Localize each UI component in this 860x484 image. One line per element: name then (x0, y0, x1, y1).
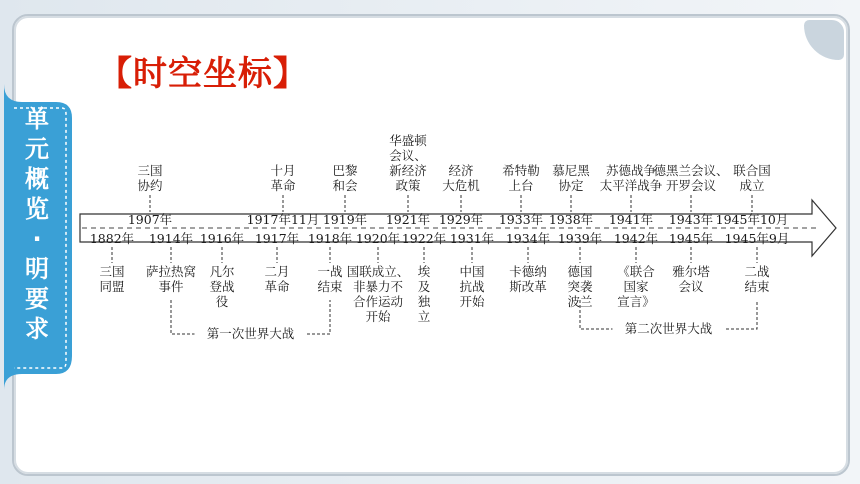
tab-char: 单 (25, 105, 49, 133)
top-event-label: 联合国 (733, 163, 771, 178)
top-event-label: 太平洋战争 (599, 178, 663, 193)
bottom-event-label: 三国 (99, 264, 125, 279)
page-title: 【时空坐标】 (98, 54, 308, 94)
bottom-year-label: 1914年 (148, 231, 194, 246)
top-event-label: 华盛顿 (389, 133, 427, 148)
bottom-event-label: 二战 (744, 264, 770, 279)
bottom-event-label: 革命 (264, 279, 290, 294)
bottom-event-label: 事件 (158, 279, 184, 294)
war-range-label: 第一次世界大战 (206, 326, 295, 341)
bottom-event-label: 雅尔塔 (672, 264, 710, 279)
top-event-label: 会议、 (389, 148, 427, 163)
bottom-event-label: 开始 (365, 309, 391, 324)
bottom-event-label: 立 (417, 309, 431, 324)
bottom-event-label: 宣言》 (617, 294, 655, 309)
war-range-label: 第二次世界大战 (624, 321, 713, 336)
bottom-event-label: 登战 (209, 279, 235, 294)
top-event-label: 新经济 (389, 163, 427, 178)
top-year-label: 1921年 (385, 212, 431, 227)
bottom-event-label: 合作运动 (352, 294, 404, 309)
top-year-label: 1945年10月 (715, 212, 789, 227)
bottom-event-label: 一战 (317, 264, 343, 279)
bottom-event-label: 及 (417, 279, 431, 294)
bottom-year-label: 1942年 (613, 231, 659, 246)
top-year-label: 1941年 (608, 212, 654, 227)
top-year-label: 1943年 (668, 212, 714, 227)
bottom-event-label: 凡尔 (209, 264, 235, 279)
top-event-label: 苏德战争 (605, 163, 657, 178)
bottom-event-label: 突袭 (567, 279, 593, 294)
bottom-year-label: 1939年 (557, 231, 603, 246)
tab-char: 元 (25, 135, 49, 163)
tab-char: 要 (25, 285, 49, 313)
top-event-label: 希特勒 (502, 163, 540, 178)
top-year-label: 1917年11月 (246, 212, 320, 227)
bottom-event-label: 结束 (317, 279, 343, 294)
bottom-event-label: 同盟 (99, 279, 125, 294)
bottom-event-label: 独 (417, 294, 431, 309)
bottom-event-label: 二月 (264, 264, 290, 279)
top-event-label: 经济 (448, 163, 474, 178)
bottom-event-label: 斯改革 (509, 279, 547, 294)
bottom-event-label: 抗战 (459, 279, 485, 294)
tab-char: 概 (25, 165, 49, 193)
top-event-label: 革命 (270, 178, 296, 193)
top-event-label: 协约 (137, 178, 163, 193)
top-year-label: 1933年 (498, 212, 544, 227)
bottom-event-label: 《联合 (617, 264, 655, 279)
top-event-label: 协定 (558, 178, 584, 193)
top-year-label: 1938年 (548, 212, 594, 227)
bottom-event-label: 卡德纳 (509, 264, 547, 279)
tab-char: 览 (25, 195, 49, 223)
tab-char: 求 (25, 315, 49, 343)
bottom-year-label: 1916年 (199, 231, 245, 246)
bottom-year-label: 1931年 (449, 231, 495, 246)
bottom-year-label: 1945年9月 (724, 231, 790, 246)
bottom-event-label: 开始 (459, 294, 485, 309)
bottom-year-label: 1918年 (307, 231, 353, 246)
bottom-event-label: 国联成立、 (346, 264, 410, 279)
top-event-label: 德黑兰会议、 (653, 163, 729, 178)
bottom-event-label: 会议 (678, 279, 704, 294)
top-year-label: 1907年 (127, 212, 173, 227)
bottom-event-label: 中国 (459, 264, 485, 279)
bottom-event-label: 国家 (623, 279, 649, 294)
top-event-label: 巴黎 (332, 163, 358, 178)
bottom-year-label: 1917年 (254, 231, 300, 246)
bottom-event-label: 结束 (744, 279, 770, 294)
top-event-label: 成立 (739, 178, 765, 193)
tab-char: 明 (25, 255, 49, 283)
bottom-event-label: 波兰 (567, 294, 593, 309)
tab-char: · (32, 225, 42, 253)
top-event-label: 开罗会议 (665, 178, 717, 193)
bottom-year-label: 1882年 (89, 231, 135, 246)
top-event-label: 政策 (395, 178, 421, 193)
top-event-label: 和会 (332, 178, 358, 193)
bottom-event-label: 德国 (567, 264, 593, 279)
top-year-label: 1929年 (438, 212, 484, 227)
top-year-label: 1919年 (322, 212, 368, 227)
bottom-year-label: 1920年 (355, 231, 401, 246)
top-event-label: 慕尼黑 (552, 163, 590, 178)
bottom-year-label: 1922年 (401, 231, 447, 246)
bottom-event-label: 役 (215, 294, 229, 309)
top-event-label: 十月 (270, 163, 296, 178)
bottom-event-label: 萨拉热窝 (145, 264, 197, 279)
bottom-year-label: 1945年 (668, 231, 714, 246)
top-event-label: 大危机 (442, 178, 480, 193)
bottom-event-label: 埃 (417, 264, 431, 279)
bottom-event-label: 非暴力不 (352, 279, 404, 294)
bottom-year-label: 1934年 (505, 231, 551, 246)
top-event-label: 三国 (137, 163, 163, 178)
top-event-label: 上台 (508, 178, 534, 193)
